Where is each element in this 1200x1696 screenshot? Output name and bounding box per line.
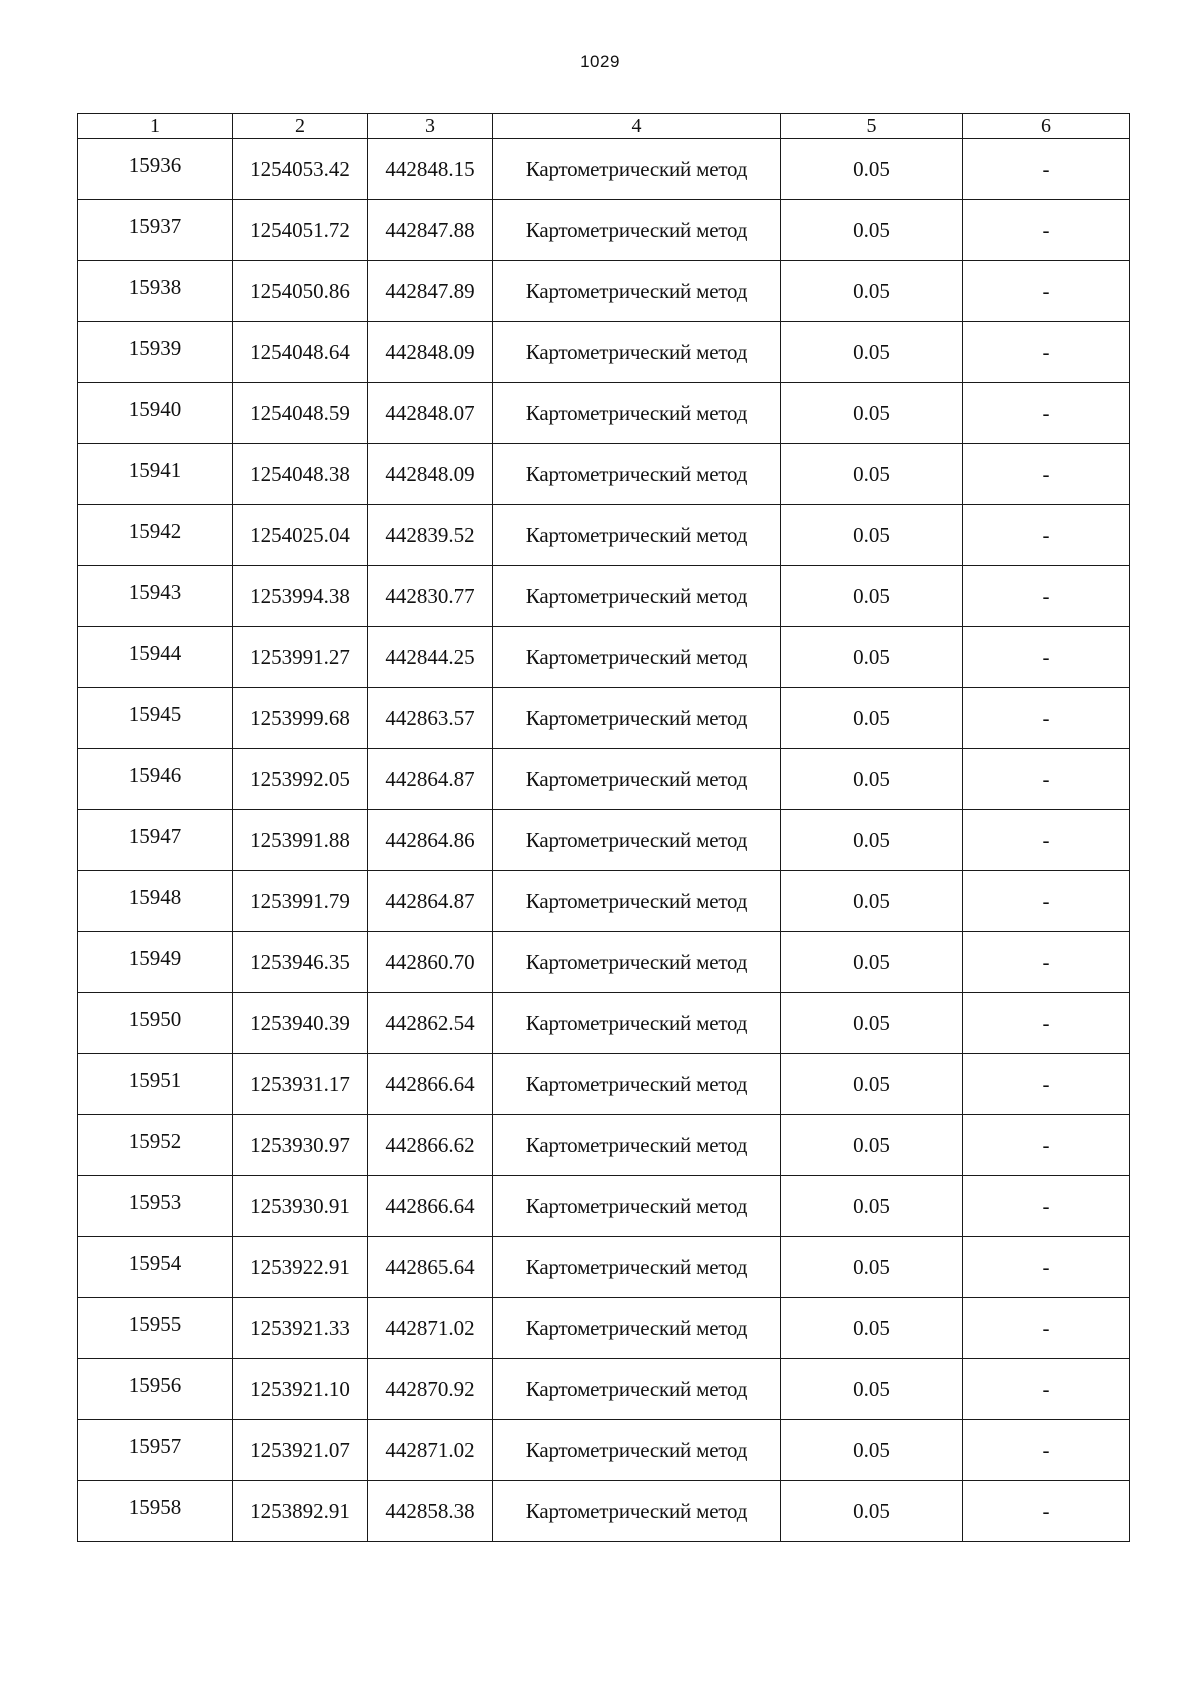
y-coordinate-cell: 442860.70	[368, 932, 493, 993]
accuracy-cell: 0.05	[781, 1115, 963, 1176]
header-row	[78, 114, 1130, 139]
accuracy-cell: 0.05	[781, 444, 963, 505]
table-row	[78, 1298, 1130, 1359]
method-cell: Картометрический метод	[493, 1237, 781, 1298]
y-coordinate-cell: 442858.38	[368, 1481, 493, 1542]
point-number-cell: 15937	[78, 200, 233, 261]
table-row	[78, 139, 1130, 200]
accuracy-cell: 0.05	[781, 932, 963, 993]
table-row	[78, 1115, 1130, 1176]
y-coordinate-cell: 442866.62	[368, 1115, 493, 1176]
table-row	[78, 505, 1130, 566]
point-number-cell: 15944	[78, 627, 233, 688]
table-row	[78, 993, 1130, 1054]
x-coordinate-cell: 1254050.86	[233, 261, 368, 322]
table-row	[78, 1359, 1130, 1420]
accuracy-cell: 0.05	[781, 200, 963, 261]
method-cell: Картометрический метод	[493, 261, 781, 322]
table-row	[78, 810, 1130, 871]
method-cell: Картометрический метод	[493, 1420, 781, 1481]
table-row	[78, 322, 1130, 383]
point-number-cell: 15958	[78, 1481, 233, 1542]
accuracy-cell: 0.05	[781, 1481, 963, 1542]
method-cell: Картометрический метод	[493, 810, 781, 871]
note-cell: -	[963, 383, 1130, 444]
x-coordinate-cell: 1253992.05	[233, 749, 368, 810]
x-coordinate-cell: 1253991.88	[233, 810, 368, 871]
x-coordinate-cell: 1254048.64	[233, 322, 368, 383]
y-coordinate-cell: 442864.87	[368, 871, 493, 932]
accuracy-cell: 0.05	[781, 627, 963, 688]
table-row	[78, 627, 1130, 688]
x-coordinate-cell: 1253930.91	[233, 1176, 368, 1237]
method-cell: Картометрический метод	[493, 688, 781, 749]
note-cell: -	[963, 810, 1130, 871]
method-cell: Картометрический метод	[493, 932, 781, 993]
point-number-cell: 15945	[78, 688, 233, 749]
table-row	[78, 688, 1130, 749]
table-header	[78, 114, 1130, 139]
accuracy-cell: 0.05	[781, 1237, 963, 1298]
method-cell: Картометрический метод	[493, 1176, 781, 1237]
y-coordinate-cell: 442866.64	[368, 1054, 493, 1115]
y-coordinate-cell: 442848.09	[368, 322, 493, 383]
y-coordinate-cell: 442847.89	[368, 261, 493, 322]
method-cell: Картометрический метод	[493, 505, 781, 566]
x-coordinate-cell: 1253921.07	[233, 1420, 368, 1481]
table-row	[78, 200, 1130, 261]
table-row	[78, 1054, 1130, 1115]
x-coordinate-cell: 1253999.68	[233, 688, 368, 749]
note-cell: -	[963, 1420, 1130, 1481]
accuracy-cell: 0.05	[781, 1176, 963, 1237]
accuracy-cell: 0.05	[781, 1054, 963, 1115]
header-col-4: 4	[493, 114, 781, 139]
y-coordinate-cell: 442839.52	[368, 505, 493, 566]
table-body	[78, 139, 1130, 1542]
method-cell: Картометрический метод	[493, 322, 781, 383]
note-cell: -	[963, 1359, 1130, 1420]
point-number-cell: 15955	[78, 1298, 233, 1359]
x-coordinate-cell: 1253991.27	[233, 627, 368, 688]
coordinates-table	[77, 113, 1130, 1542]
point-number-cell: 15943	[78, 566, 233, 627]
method-cell: Картометрический метод	[493, 1359, 781, 1420]
accuracy-cell: 0.05	[781, 566, 963, 627]
point-number-cell: 15957	[78, 1420, 233, 1481]
note-cell: -	[963, 261, 1130, 322]
y-coordinate-cell: 442847.88	[368, 200, 493, 261]
y-coordinate-cell: 442866.64	[368, 1176, 493, 1237]
accuracy-cell: 0.05	[781, 505, 963, 566]
header-col-1: 1	[78, 114, 233, 139]
note-cell: -	[963, 1115, 1130, 1176]
x-coordinate-cell: 1254051.72	[233, 200, 368, 261]
point-number-cell: 15950	[78, 993, 233, 1054]
x-coordinate-cell: 1254053.42	[233, 139, 368, 200]
method-cell: Картометрический метод	[493, 200, 781, 261]
accuracy-cell: 0.05	[781, 871, 963, 932]
method-cell: Картометрический метод	[493, 1298, 781, 1359]
x-coordinate-cell: 1253921.33	[233, 1298, 368, 1359]
point-number-cell: 15946	[78, 749, 233, 810]
method-cell: Картометрический метод	[493, 1115, 781, 1176]
point-number-cell: 15936	[78, 139, 233, 200]
y-coordinate-cell: 442863.57	[368, 688, 493, 749]
note-cell: -	[963, 1481, 1130, 1542]
note-cell: -	[963, 566, 1130, 627]
accuracy-cell: 0.05	[781, 1359, 963, 1420]
note-cell: -	[963, 1298, 1130, 1359]
note-cell: -	[963, 1237, 1130, 1298]
point-number-cell: 15948	[78, 871, 233, 932]
note-cell: -	[963, 139, 1130, 200]
x-coordinate-cell: 1253940.39	[233, 993, 368, 1054]
table-row	[78, 1237, 1130, 1298]
x-coordinate-cell: 1254025.04	[233, 505, 368, 566]
accuracy-cell: 0.05	[781, 810, 963, 871]
header-col-5: 5	[781, 114, 963, 139]
point-number-cell: 15940	[78, 383, 233, 444]
y-coordinate-cell: 442871.02	[368, 1298, 493, 1359]
header-col-3: 3	[368, 114, 493, 139]
x-coordinate-cell: 1254048.59	[233, 383, 368, 444]
accuracy-cell: 0.05	[781, 993, 963, 1054]
x-coordinate-cell: 1253946.35	[233, 932, 368, 993]
y-coordinate-cell: 442848.15	[368, 139, 493, 200]
note-cell: -	[963, 1054, 1130, 1115]
point-number-cell: 15954	[78, 1237, 233, 1298]
table-row	[78, 749, 1130, 810]
page-number: 1029	[580, 52, 620, 71]
accuracy-cell: 0.05	[781, 322, 963, 383]
x-coordinate-cell: 1254048.38	[233, 444, 368, 505]
note-cell: -	[963, 993, 1130, 1054]
method-cell: Картометрический метод	[493, 139, 781, 200]
note-cell: -	[963, 627, 1130, 688]
note-cell: -	[963, 688, 1130, 749]
y-coordinate-cell: 442844.25	[368, 627, 493, 688]
x-coordinate-cell: 1253931.17	[233, 1054, 368, 1115]
y-coordinate-cell: 442864.86	[368, 810, 493, 871]
table-row	[78, 566, 1130, 627]
note-cell: -	[963, 871, 1130, 932]
table-row	[78, 871, 1130, 932]
note-cell: -	[963, 505, 1130, 566]
method-cell: Картометрический метод	[493, 1481, 781, 1542]
y-coordinate-cell: 442848.07	[368, 383, 493, 444]
y-coordinate-cell: 442864.87	[368, 749, 493, 810]
point-number-cell: 15942	[78, 505, 233, 566]
table-row	[78, 1420, 1130, 1481]
method-cell: Картометрический метод	[493, 993, 781, 1054]
y-coordinate-cell: 442871.02	[368, 1420, 493, 1481]
point-number-cell: 15956	[78, 1359, 233, 1420]
method-cell: Картометрический метод	[493, 627, 781, 688]
note-cell: -	[963, 932, 1130, 993]
note-cell: -	[963, 322, 1130, 383]
accuracy-cell: 0.05	[781, 383, 963, 444]
x-coordinate-cell: 1253991.79	[233, 871, 368, 932]
accuracy-cell: 0.05	[781, 139, 963, 200]
method-cell: Картометрический метод	[493, 749, 781, 810]
point-number-cell: 15949	[78, 932, 233, 993]
method-cell: Картометрический метод	[493, 871, 781, 932]
table-row	[78, 383, 1130, 444]
x-coordinate-cell: 1253994.38	[233, 566, 368, 627]
point-number-cell: 15947	[78, 810, 233, 871]
x-coordinate-cell: 1253892.91	[233, 1481, 368, 1542]
table-row	[78, 1176, 1130, 1237]
accuracy-cell: 0.05	[781, 1298, 963, 1359]
point-number-cell: 15939	[78, 322, 233, 383]
point-number-cell: 15953	[78, 1176, 233, 1237]
method-cell: Картометрический метод	[493, 444, 781, 505]
point-number-cell: 15951	[78, 1054, 233, 1115]
accuracy-cell: 0.05	[781, 1420, 963, 1481]
point-number-cell: 15938	[78, 261, 233, 322]
accuracy-cell: 0.05	[781, 749, 963, 810]
y-coordinate-cell: 442865.64	[368, 1237, 493, 1298]
header-col-2: 2	[233, 114, 368, 139]
y-coordinate-cell: 442830.77	[368, 566, 493, 627]
y-coordinate-cell: 442862.54	[368, 993, 493, 1054]
accuracy-cell: 0.05	[781, 688, 963, 749]
method-cell: Картометрический метод	[493, 566, 781, 627]
accuracy-cell: 0.05	[781, 261, 963, 322]
point-number-cell: 15952	[78, 1115, 233, 1176]
x-coordinate-cell: 1253930.97	[233, 1115, 368, 1176]
method-cell: Картометрический метод	[493, 383, 781, 444]
note-cell: -	[963, 444, 1130, 505]
table-row	[78, 261, 1130, 322]
header-col-6: 6	[963, 114, 1130, 139]
point-number-cell: 15941	[78, 444, 233, 505]
y-coordinate-cell: 442848.09	[368, 444, 493, 505]
note-cell: -	[963, 1176, 1130, 1237]
table-row	[78, 1481, 1130, 1542]
x-coordinate-cell: 1253921.10	[233, 1359, 368, 1420]
x-coordinate-cell: 1253922.91	[233, 1237, 368, 1298]
method-cell: Картометрический метод	[493, 1054, 781, 1115]
y-coordinate-cell: 442870.92	[368, 1359, 493, 1420]
table-row	[78, 444, 1130, 505]
note-cell: -	[963, 749, 1130, 810]
table-row	[78, 932, 1130, 993]
note-cell: -	[963, 200, 1130, 261]
